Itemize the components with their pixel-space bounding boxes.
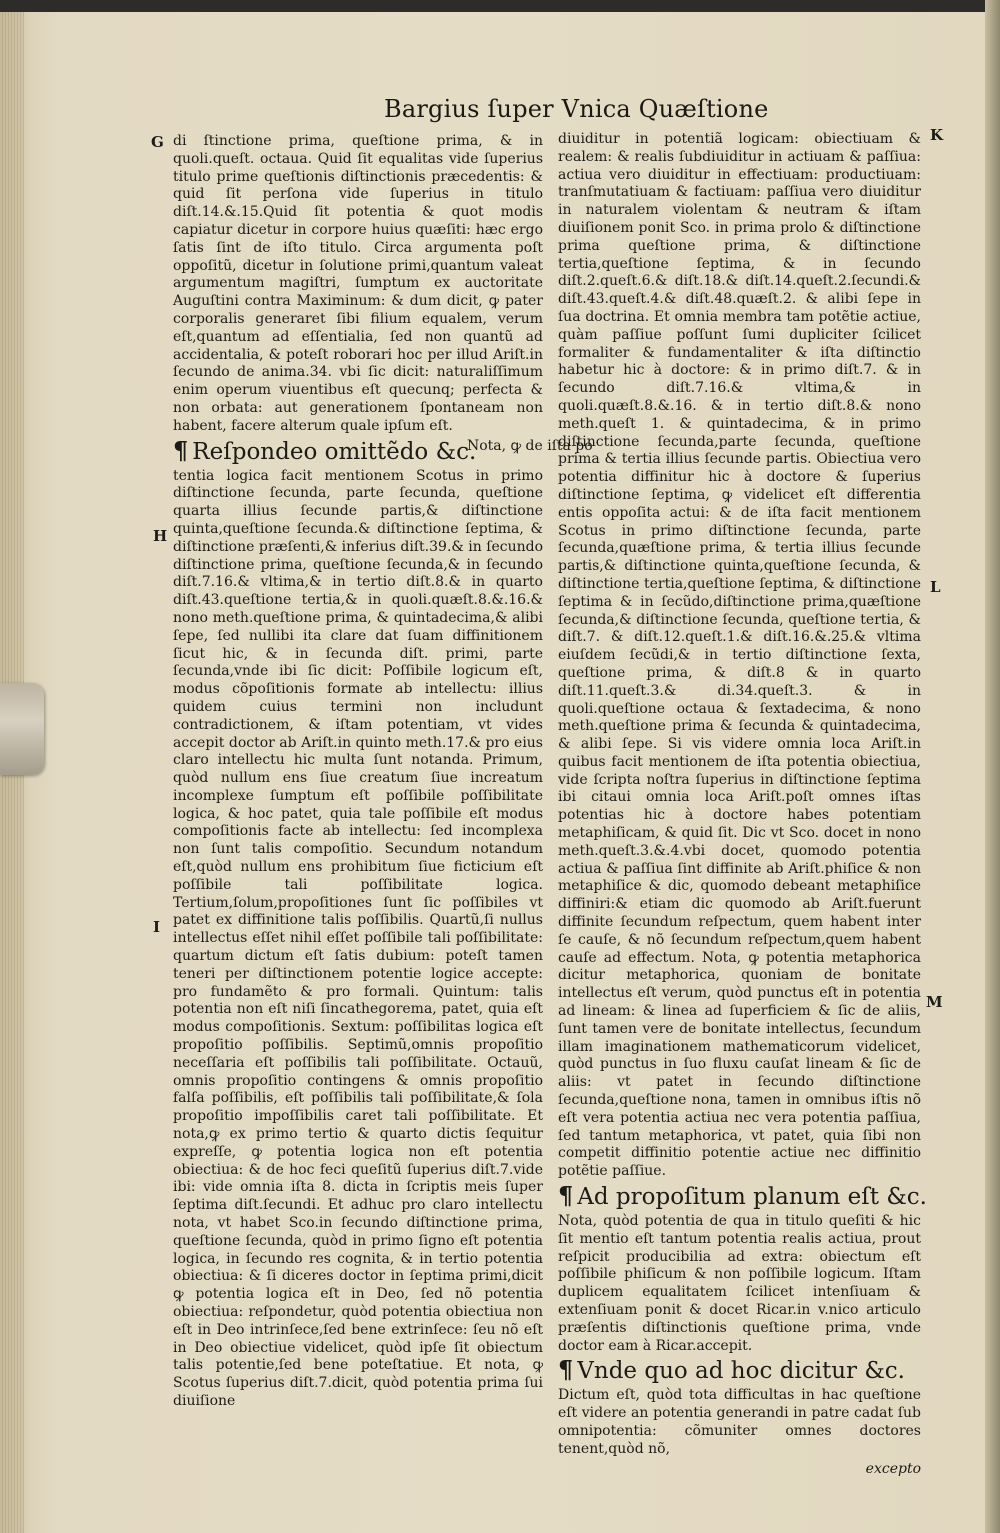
rubric-ad-propositum bbox=[558, 1181, 927, 1211]
running-header: Bargius ſuper Vnica Quæſtione bbox=[384, 95, 769, 123]
pilcrow-icon: ¶ bbox=[558, 1181, 574, 1211]
right-page-edge bbox=[985, 0, 1000, 1533]
margin-letter-l: L bbox=[930, 578, 941, 596]
margin-letter-m: M bbox=[926, 993, 943, 1011]
left-paragraph-1: di ſtinctione prima, queſtione prima, & in quoli.queſt. octaua. Quid ſit equalitas vide ſuperius titulo prime queſtionis diſtinctionis præcedentis: & quid ſit perſona vide ſuperius in titulo diſt.14.&.15.Quid ſit potentia & quot modis capiatur dicetur in corpore huius quæſiti: hæc ergo ſatis ſint de iſto titulo. Circa argumenta poſt oppoſitũ, dicetur in ſolutione primi,quantum valeat argumentum magiſtri, ſumptum ex auctoritate Auguſtini contra Maximinum: & dum dicit, ꝙ pater corporalis generaret ſibi filium equalem, verum eſt,quantum ad eſſentialia, ſed non quantũ ad accidentalia, & poteſt roborari hoc per illud Ariſt.in ſecundo de anima.34. vbi ſic dicit: naturaliſſimum enim operum viuentibus eſt quecunq; perfecta & non orbata: aut generationem ſpontaneam non habent, facere alterum quale ipſum eſt. bbox=[173, 133, 543, 434]
rubric-ad-propositum-text: Ad propoſitum planum eſt &c. bbox=[577, 1184, 927, 1211]
pilcrow-icon: ¶ bbox=[558, 1355, 574, 1385]
right-column bbox=[558, 131, 927, 1478]
left-column bbox=[173, 133, 593, 1411]
book-clasp bbox=[0, 683, 44, 775]
rubric-respondeo-text: Reſpondeo omittẽdo &c. bbox=[192, 438, 477, 465]
margin-letter-g: G bbox=[151, 133, 164, 151]
right-paragraph-3: Dictum eſt, quòd tota difficultas in hac queſtione eſt videre an potentia generandi in patre cadat ſub omnipotentia: cõmuniter omnes doctores tenent,quòd nõ, bbox=[558, 1387, 921, 1457]
right-paragraph-2: Nota, quòd potentia de qua in titulo queſiti & hic ſit mentio eſt tantum potentia realis actiua, prout reſpicit producibilia ad extra: obiectum eſt poſſibile phiſicum & non poſſibile logicum. Iſtam duplicem equalitatem ſcilicet intenſiuam & extenſiuam ponit & docet Ricar.in v.nico articulo præſentis diſtinctionis queſtione prima, vnde doctor eam à Ricar.accepit. bbox=[558, 1213, 921, 1354]
right-paragraph-1: diuiditur in potentiã logicam: obiectiuam & realem: & realis ſubdiuiditur in actiuam & paſſiua: actiua vero diuiditur in effectiuam: productiuam: tranſmutatiuam & factiuam: paſſiua vero diuiditur in naturalem violentam & neutram & iſtam diuiſionem ponit Sco. in prima prolo & diſtinctione prima queſtione prima, & diſtinctione tertia,queſtione ſeptima, & in ſecundo diſt.2.queſt.6.& diſt.18.& diſt.14.queſt.2.ſecundi.& diſt.43.queſt.4.& diſt.48.quæſt.2. & alibi ſepe in ſua doctrina. Et omnia membra tam potẽtie actiue, quàm paſſiue poſſunt ſumi dupliciter ſcilicet formaliter & fundamentaliter & iſta diſtinctio habetur hic à doctore: & in primo diſt.7. & in ſecundo diſt.7.16.& vltima,& in quoli.quæſt.8.&.16. & in tertio diſt.8.& nono meth.queſt 1. & quintadecima, & in primo diſtinctione ſecunda,parte ſecunda, queſtione prima & tertia illius ſecunde partis. Obiectiua vero potentia diffinitur hic à doctore & ſuperius diſtinctione ſeptima, ꝙ videlicet eſt differentia entis oppoſita actui: & de iſta facit mentionem Scotus in primo diſtinctione ſecunda, parte ſecunda,quæſtione prima, & tertia illius ſecunde partis,& diſtinctione quinta,queſtione ſecunda, & diſtinctione tertia,queſtione ſeptima, & diſtinctione ſeptima & in ſecũdo,diſtinctione prima,quæſtione ſecunda,& diſtinctione ſecunda, queſtione tertia, & diſt.7. & diſt.12.queſt.1.& diſt.16.&.25.& vltima eiuſdem ſecũdi,& in tertio diſtinctione ſexta, queſtione prima, & diſt.8 & in quarto diſt.11.queſt.3.& di.34.queſt.3. & in quoli.queſtione octaua & ſextadecima, & nono meth.queſtione prima & ſecunda & quintadecima, & alibi ſepe. Si vis videre omnia loca Ariſt.in quibus facit mentionem de iſta potentia obiectiua, vide ſcripta noſtra ſuperius in diſtinctione ſeptima ibi citaui omnia loca Ariſt.poſt omnes iſtas potentias hic à doctore habes potentiam metaphiſicam, & quid ſit. Dic vt Sco. docet in nono meth.queſt.3.&.4.vbi docet, quomodo potentia actiua & paſſiua ſint diffinite ab Ariſt.phiſice & non metaphiſice & dic, quomodo debeant metaphiſice diffiniri:& etiam dic quomodo ab Ariſt.fuerunt diffinite ſecundum reſpectum, quem habent inter ſe cauſe, & nõ ſecundum reſpectum,quem habent cauſe ad effectum. Nota, ꝙ potentia metaphorica dicitur metaphorica, quoniam de bonitate intellectus eſt verum, quòd punctus eſt in potentia ad lineam: & linea ad ſuperficiem & ſic de aliis, ſunt tamen vere de bonitate intellectus, ſecundum illam imaginationem mathematicorum videlicet, quòd punctus in ſuo fluxu cauſat lineam & ſic de aliis: vt patet in ſecundo diſtinctione ſecunda,queſtione nona, tamen in omnibus iſtis nõ eſt vera potentia actiua nec vera potentia paſſiua, ſed tantum metaphorica, vt patet, quia ſibi non competit diffinitio potentie actiue nec diffinitio potẽtie paſſiue. bbox=[558, 131, 921, 1180]
rubric-unde-quo-text: Vnde quo ad hoc dicitur &c. bbox=[577, 1358, 905, 1385]
rubric-respondeo bbox=[173, 435, 593, 465]
pilcrow-icon: ¶ bbox=[173, 435, 189, 465]
margin-letter-k: K bbox=[930, 126, 944, 144]
margin-letter-h: H bbox=[153, 527, 168, 545]
top-shadow-band bbox=[0, 0, 1000, 12]
rubric-unde-quo bbox=[558, 1357, 921, 1384]
catchword: excepto bbox=[865, 1460, 921, 1477]
margin-letter-i: I bbox=[153, 918, 161, 936]
nota-aside: Nota, ꝙ de iſta po bbox=[467, 437, 593, 454]
left-paragraph-2: tentia logica facit mentionem Scotus in primo diſtinctione ſecunda, parte ſecunda, queſtione quarta illius ſecunde partis,& diſtinctione quinta,queſtione ſecunda.& diſtinctione ſeptima, & diſtinctione præſenti,& inferius diſt.39.& in ſecundo diſtinctione prima, queſtione ſecunda,& in ſecundo diſt.7.16.& vltima,& in tertio diſt.8.& in quarto diſt.43.queſtione tertia,& in quoli.quæſt.8.&.16.& nono meth.queſtione prima, & quintadecima,& alibi ſepe, ſed nullibi ita clare dat ſuam diffinitionem ſicut hic, & in ſecunda diſt. primi, parte ſecunda,vnde ibi ſic dicit: Poſſibile logicum eſt, modus cõpoſitionis formate ab intellectu: illius quidem cuius termini non includunt contradictionem, & iſtam potentiam, vt vides accepit doctor ab Ariſt.in quinto meth.17.& pro eius claro intellectu hic multa ſunt notanda. Primum, quòd nullum ens ſiue creatum ſiue increatum incomplexe ſumptum eſt poſſibile poſſibilitate logica, & hoc patet, quia tale poſſibile eſt modus compoſitionis facte ab intellectu: ſed incomplexa non ſunt talis compoſitio. Secundum notandum eſt,quòd nullum ens prohibitum ſiue ficticium eſt poſſibile tali poſſibilitate logica. Tertium,ſolum,propoſitiones ſunt ſic poſſibiles vt patet ex diffinitione talis poſſibilis. Quartũ,ſi nullus intellectus eſſet nihil eſſet poſſibile tali poſſibilitate: quartum dictum eſt ſatis dubium: poteſt tamen teneri per diſtinctionem potentie logice accepte: pro fundamẽto & pro formali. Quintum: talis potentia non eſt niſi ſincathegorema, patet, quia eſt modus compoſitionis. Sextum: poſſibilitas logica eſt propoſitio poſſibilis. Septimũ,omnis propoſitio neceſſaria eſt poſſibilis tali poſſibilitate. Octauũ, omnis propoſitio contingens & omnis propoſitio falſa poſſibilis, eſt poſſibilis tali poſſibilitate,& ſola propoſitio impoſſibilis caret tali poſſibilitate. Et nota,ꝙ ex primo tertio & quarto dictis ſequitur expreſſe, ꝙ potentia logica non eſt potentia obiectiua: & de hoc feci queſitũ ſuperius diſt.7.vide ibi: vide omnia iſta 8. dicta in ſcriptis meis ſuper ſeptima diſt.ſecundi. Et adhuc pro claro intellectu nota, vt habet Sco.in ſecundo diſtinctione prima, queſtione ſecunda, quòd in primo ſigno eſt potentia logica, in ſecundo res cognita, & in tertio potentia obiectiua: & ſi diceres doctor in ſeptima primi,dicit ꝙ potentia logica eſt in Deo, ſed nõ potentia obiectiua: reſpondetur, quòd potentia obiectiua non eſt in Deo intrinſece,ſed bene extrinſece: ſeu nõ eſt in Deo obiectiue videlicet, quòd ipſe ſit obiectum talis potentie,ſed bene poteſtatiue. Et nota, ꝙ Scotus ſuperius diſt.7.dicit, quòd potentia prima ſui diuiſione bbox=[173, 467, 543, 1409]
